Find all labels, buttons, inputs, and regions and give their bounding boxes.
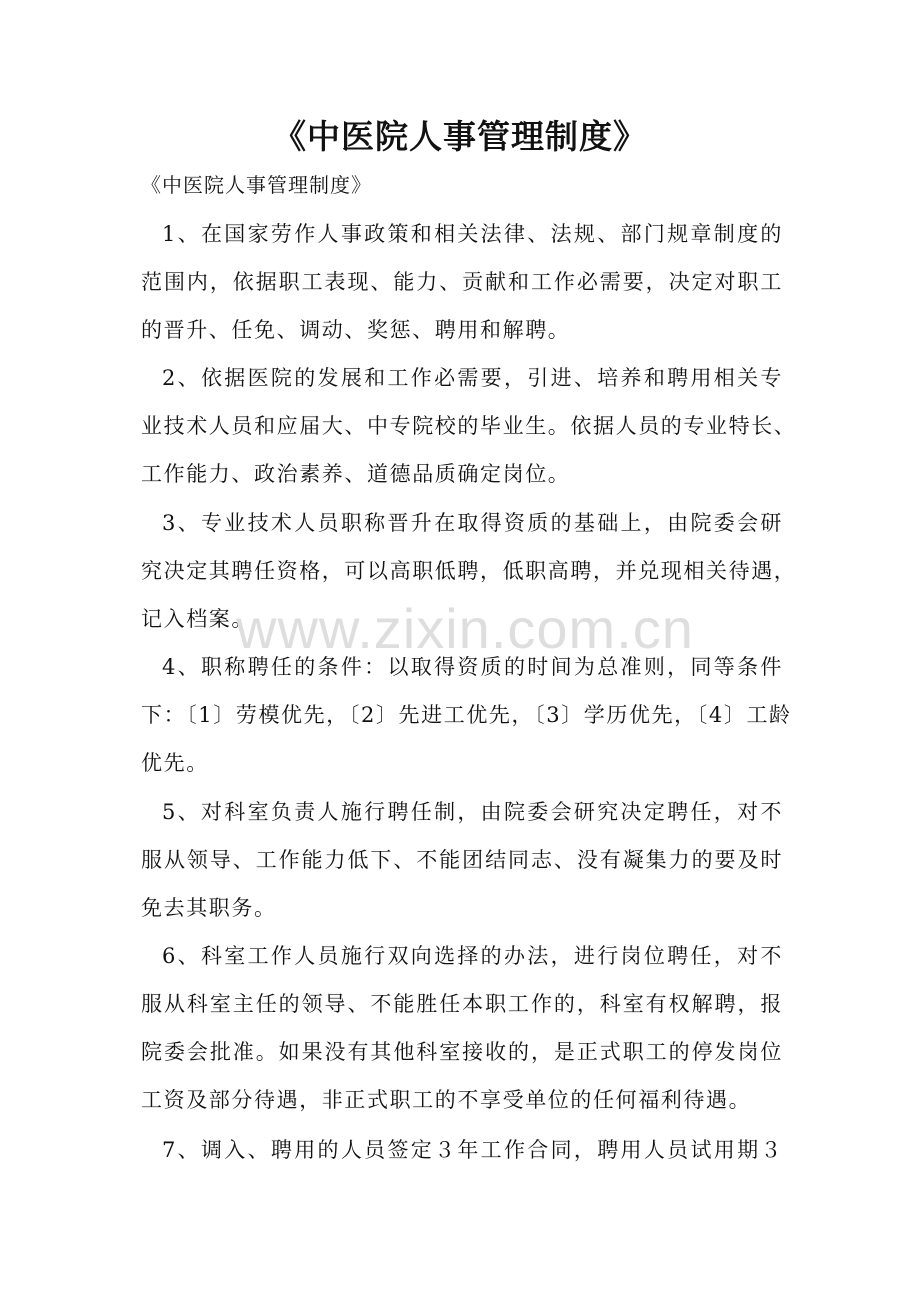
body-line: 7、调入、聘用的人员签定３年工作合同，聘用人员试用期３ [162, 1138, 783, 1162]
body-line: 1、在国家劳作人事政策和相关法律、法规、部门规章制度的 [162, 222, 783, 246]
document-title: 《中医院人事管理制度》 [273, 117, 647, 156]
body-line: 服从科室主任的领导、不能胜任本职工作的，科室有权解聘，报 [141, 992, 783, 1016]
body-line: 记入档案。 [141, 607, 254, 631]
body-line: 4、职称聘任的条件：以取得资质的时间为总准则，同等条件 [162, 655, 783, 679]
body-line: 院委会批准。如果没有其他科室接收的，是正式职工的停发岗位 [141, 1040, 783, 1064]
body-line: 的晋升、任免、调动、奖惩、聘用和解聘。 [141, 318, 571, 342]
body-line: 范围内，依据职工表现、能力、贡献和工作必需要，决定对职工 [141, 270, 783, 294]
body-line: 业技术人员和应届大、中专院校的毕业生。依据人员的专业特长、 [141, 414, 797, 438]
body-line: 究决定其聘任资格，可以高职低聘，低职高聘，并兑现相关待遇， [141, 559, 797, 583]
body-line: 优先。 [141, 751, 209, 775]
body-line: 服从领导、工作能力低下、不能团结同志、没有凝集力的要及时 [141, 848, 783, 872]
body-line: 免去其职务。 [141, 896, 277, 920]
body-line: 6、科室工作人员施行双向选择的办法，进行岗位聘任，对不 [162, 944, 783, 968]
body-line: 2、依据医院的发展和工作必需要，引进、培养和聘用相关专 [162, 366, 783, 390]
body-line: 3、专业技术人员职称晋升在取得资质的基础上，由院委会研 [162, 511, 783, 535]
watermark-text: www.zixin.com.cn [236, 597, 694, 660]
body-line: 工资及部分待遇，非正式职工的不享受单位的任何福利待遇。 [141, 1088, 752, 1112]
document-subtitle: 《中医院人事管理制度》 [141, 173, 372, 197]
body-line: 5、对科室负责人施行聘任制，由院委会研究决定聘任，对不 [162, 800, 783, 824]
body-line: 工作能力、政治素养、道德品质确定岗位。 [141, 462, 571, 486]
body-line: 下：〔1〕劳模优先，〔2〕先进工优先，〔3〕学历优先，〔4〕工龄 [141, 703, 792, 727]
